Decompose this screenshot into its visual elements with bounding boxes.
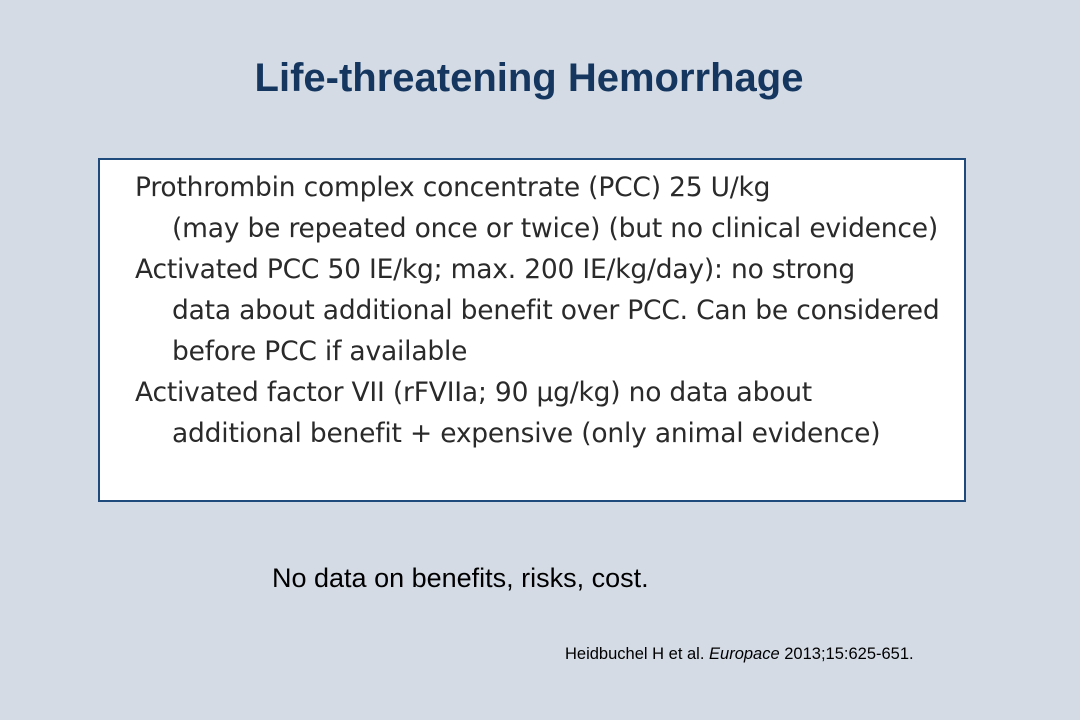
activated-pcc-line-3: before PCC if available (172, 336, 468, 367)
guideline-excerpt-box (98, 158, 966, 502)
summary-statement: No data on benefits, risks, cost. (272, 563, 649, 593)
citation-authors: Heidbuchel H et al. (565, 645, 705, 663)
pcc-line-2: (may be repeated once or twice) (but no clinical evidence) (172, 213, 938, 244)
factor-vii-line-1: Activated factor VII (rFVIIa; 90 µg/kg) no data about (135, 377, 813, 408)
citation-journal: Europace (709, 645, 780, 663)
activated-pcc-line-2: data about additional benefit over PCC. Can be considered (172, 295, 940, 326)
activated-pcc-line-1: Activated PCC 50 IE/kg; max. 200 IE/kg/day): no strong (135, 254, 855, 285)
slide-title: Life-threatening Hemorrhage (254, 56, 804, 100)
guideline-excerpt-text (135, 167, 954, 454)
citation-reference: 2013;15:625-651. (784, 645, 914, 663)
factor-vii-line-2: additional benefit + expensive (only animal evidence) (172, 418, 881, 449)
citation (565, 642, 914, 666)
pcc-line-1: Prothrombin complex concentrate (PCC) 25 U/kg (135, 172, 771, 203)
